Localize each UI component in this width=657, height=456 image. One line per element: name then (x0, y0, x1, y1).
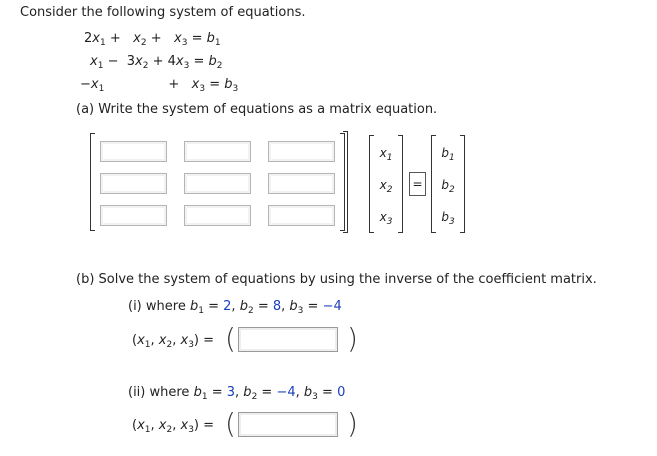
case-ii-right-paren: ) (347, 407, 358, 440)
case-i-answer-input[interactable] (238, 327, 338, 352)
x-vector-entry-2: $x_2$ (379, 178, 393, 195)
matrix-input-1-2[interactable] (184, 141, 251, 162)
matrix-input-2-3[interactable] (268, 173, 335, 194)
x-vector-entry-3: $x_3$ (379, 210, 393, 227)
case-i-condition: (i) where $b_1 = 2$, $b_2 = 8$, $b_3 = -4$ (128, 299, 342, 316)
matrix-input-1-1[interactable] (100, 141, 167, 162)
matrix-input-3-1[interactable] (100, 205, 167, 226)
matrix-input-3-3[interactable] (268, 205, 335, 226)
matrix-input-2-2[interactable] (184, 173, 251, 194)
matrix-input-2-1[interactable] (100, 173, 167, 194)
case-i-left-paren: ( (225, 322, 236, 355)
part-b-prompt: (b) Solve the system of equations by using the inverse of the coefficient matrix. (76, 272, 597, 287)
x-vector-entry-1: $x_1$ (379, 146, 393, 163)
intro-text: Consider the following system of equations. (20, 5, 306, 20)
case-ii-answer-input[interactable] (238, 412, 338, 437)
case-i-answer-label: ($x_1$, $x_2$, $x_3$) = (132, 333, 215, 350)
case-ii-answer-label: ($x_1$, $x_2$, $x_3$) = (132, 418, 215, 435)
matrix-input-1-3[interactable] (268, 141, 335, 162)
matrix-left-bracket (90, 133, 95, 231)
b-vector-entry-2: $b_2$ (441, 178, 455, 195)
b-vector-entry-3: $b_3$ (441, 210, 455, 227)
equals-sign: = (409, 172, 426, 196)
equation-1: $2x_1 + x_2 + x_3 = b_1$ (84, 31, 221, 48)
case-ii-left-paren: ( (225, 407, 236, 440)
matrix-input-3-2[interactable] (184, 205, 251, 226)
equation-3: $-x_1 + x_3 = b_3$ (80, 77, 239, 94)
case-i-right-paren: ) (347, 322, 358, 355)
part-a-prompt: (a) Write the system of equations as a matrix equation. (76, 102, 438, 117)
case-ii-condition: (ii) where $b_1 = 3$, $b_2 = -4$, $b_3 = 0$ (128, 385, 346, 402)
matrix-right-bracket-outer (343, 131, 348, 233)
equation-2: $x_1 - 3x_2 + 4x_3 = b_2$ (90, 54, 223, 71)
b-vector-entry-1: $b_1$ (441, 146, 455, 163)
